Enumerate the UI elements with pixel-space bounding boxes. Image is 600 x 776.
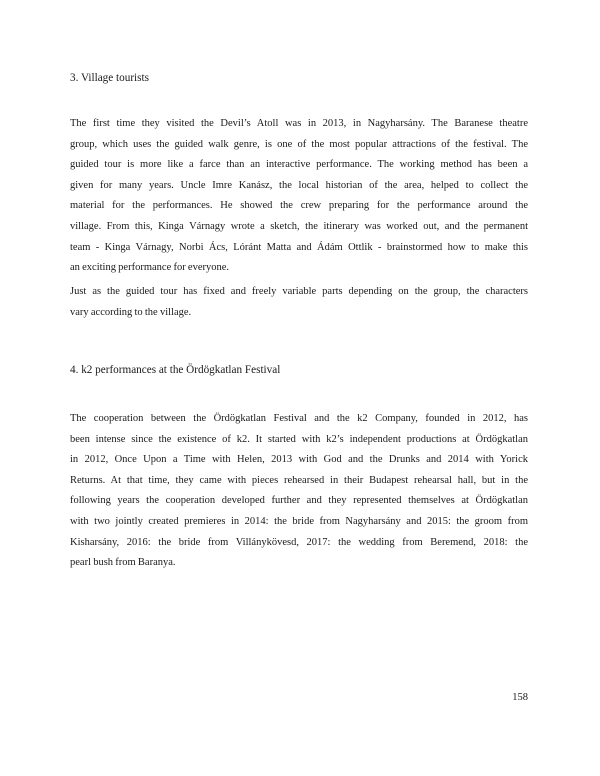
- section-heading-village-tourists: 3. Village tourists: [70, 72, 149, 84]
- text-line: group, which uses the guided walk genre, is one of the most popular attractions of the festival. The: [70, 138, 528, 150]
- text-line: The cooperation between the Ördögkatlan Festival and the k2 Company, founded in 2012, has: [70, 413, 528, 424]
- text-line: village. From this, Kinga Várnagy wrote a sketch, the itinerary was worked out, and the permanent: [70, 220, 528, 232]
- text-line: Just as the guided tour has fixed and freely variable parts depending on the group, the characters: [70, 286, 528, 297]
- text-line: in 2012, Once Upon a Time with Helen, 2013 with God and the Drunks and 2014 with Yorick: [70, 454, 528, 466]
- text-line: pearl bush from Baranya.: [70, 557, 176, 569]
- text-line: with two jointly created premieres in 2014: the bride from Nagyharsány and 2015: the groom from: [70, 515, 528, 527]
- text-line: material for the performances. He showed the crew preparing for the performance around the: [70, 200, 528, 212]
- text-line: following years the cooperation developed further and they represented themselves at Ördögkatlan: [70, 495, 528, 507]
- text-line: Kisharsány, 2016: the bride from Villánykövesd, 2017: the wedding from Beremend, 2018: the: [70, 536, 528, 548]
- text-line: guided tour is more like a farce than an interactive performance. The working method has been a: [70, 159, 528, 171]
- text-line: Returns. At that time, they came with pieces rehearsed in their Budapest rehearsal hall, but in the: [70, 474, 528, 486]
- paragraph-guided-tour: [70, 282, 528, 323]
- page-number: 158: [512, 692, 528, 703]
- text-line: The first time they visited the Devil’s Atoll was in 2013, in Nagyharsány. The Baranese theatre: [70, 118, 528, 129]
- text-line: vary according to the village.: [70, 306, 192, 318]
- text-line: been intense since the existence of k2. It started with k2’s independent productions at Ördögkatlan: [70, 433, 528, 445]
- text-line: team - Kinga Várnagy, Norbi Ács, Lóránt Matta and Ádám Ottlik - brainstormed how to make this: [70, 241, 528, 253]
- paragraph-k2-cooperation: [70, 409, 528, 574]
- section-heading-k2-performances: 4. k2 performances at the Ördögkatlan Festival: [70, 364, 281, 376]
- text-line: an exciting performance for everyone.: [70, 262, 230, 274]
- paragraph-village-tourists: [70, 114, 528, 279]
- text-line: given for many years. Uncle Imre Kanász, the local historian of the area, helped to collect the: [70, 179, 528, 191]
